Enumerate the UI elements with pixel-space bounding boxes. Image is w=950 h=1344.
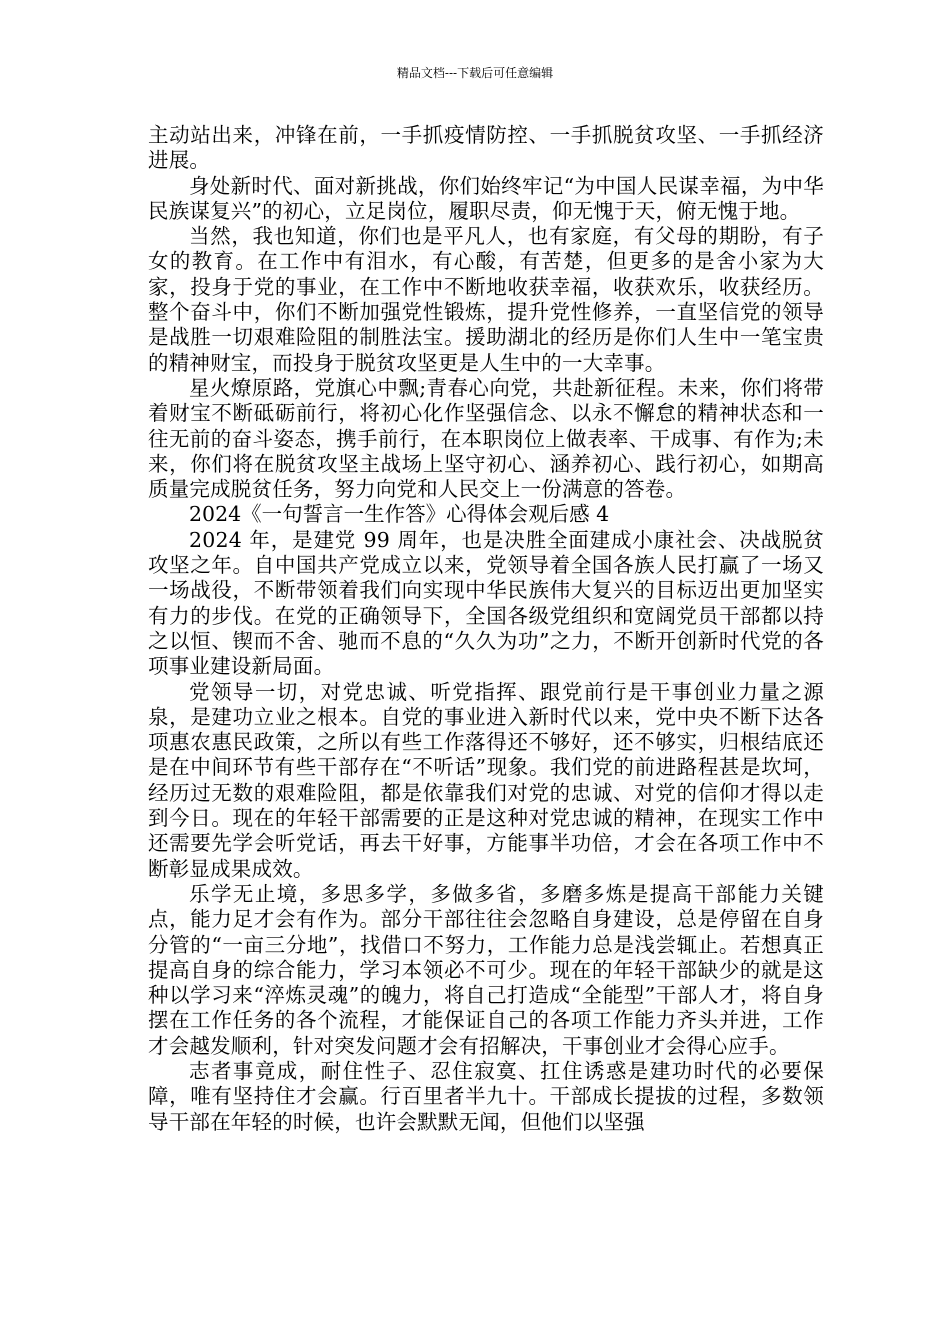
paragraph: 2024 年，是建党 99 周年，也是决胜全面建成小康社会、决战脱贫攻坚之年。自中国共产党成立以来，党领导着全国各族人民打赢了一场又一场战役，不断带领着我们向实现中华民族伟大复兴的目标迈出更加坚实有力的步伐。在党的正确领导下，全国各级党组织和宽阔党员干部都以持之以恒、锲而不舍、驰而不息的“久久为功”之力，不断开创新时代党的各项事业建设新局面。 (148, 527, 824, 679)
section-title: 2024《一句誓言一生作答》心得体会观后感 4 (189, 502, 610, 527)
paragraph: 乐学无止境，多思多学，多做多省，多磨多炼是提高干部能力关键点，能力足才会有作为。部分干部往往会忽略自身建设，总是停留在自身分管的“一亩三分地”，找借口不努力，工作能力总是浅尝辄止。若想真正提高自身的综合能力，学习本领必不可少。现在的年轻干部缺少的就是这种以学习来“淬炼灵魂”的魄力，将自己打造成“全能型”干部人才，将自身摆在工作任务的各个流程，才能保证自己的各项工作能力齐头并进，工作才会越发顺利，针对突发问题才会有招解决，干事创业才会得心应手。 (148, 881, 824, 1058)
paragraph: 主动站出来，冲锋在前，一手抓疫情防控、一手抓脱贫攻坚、一手抓经济进展。 (148, 123, 824, 173)
paragraph: 星火燎原路，党旗心中飘;青春心向党，共赴新征程。未来，你们将带着财宝不断砥砺前行，将初心化作坚强信念、以永不懈怠的精神状态和一往无前的奋斗姿态，携手前行，在本职岗位上做表率、干成事、有作为;未来，你们将在脱贫攻坚主战场上坚守初心、涵养初心、践行初心，如期高质量完成脱贫任务，努力向党和人民交上一份满意的答卷。 (148, 375, 824, 502)
document-body (148, 123, 824, 1135)
paragraph: 当然，我也知道，你们也是平凡人，也有家庭，有父母的期盼，有子女的教育。在工作中有泪水，有心酸，有苦楚，但更多的是舍小家为大家，投身于党的事业，在工作中不断地收获幸福，收获欢乐，收获经历。整个奋斗中，你们不断加强党性锻炼，提升党性修养，一直坚信党的领导是战胜一切艰难险阻的制胜法宝。援助湖北的经历是你们人生中一笔宝贵的精神财宝，而投身于脱贫攻坚更是人生中的一大幸事。 (148, 224, 824, 375)
paragraph: 党领导一切，对党忠诚、听党指挥、跟党前行是干事创业力量之源泉，是建功立业之根本。自党的事业进入新时代以来，党中央不断下达各项惠农惠民政策，之所以有些工作落得还不够好，还不够实，归根结底还是在中间环节有些干部存在“不听话”现象。我们党的前进路程甚是坎坷，经历过无数的艰难险阻，都是依靠我们对党的忠诚、对党的信仰才得以走到今日。现在的年轻干部需要的正是这种对党忠诚的精神，在现实工作中还需要先学会听党话，再去干好事，方能事半功倍，才会在各项工作中不断彰显成果成效。 (148, 679, 824, 881)
paragraph: 身处新时代、面对新挑战，你们始终牢记“为中国人民谋幸福，为中华民族谋复兴”的初心，立足岗位，履职尽责，仰无愧于天，俯无愧于地。 (148, 173, 824, 223)
paragraph: 志者事竟成，耐住性子、忍住寂寞、扛住诱惑是建功时代的必要保障，唯有坚持住才会赢。行百里者半九十。干部成长提拔的过程，多数领导干部在年轻的时候，也许会默默无闻，但他们以坚强 (148, 1058, 824, 1134)
page-header: 精品文档---下载后可任意编辑 (396, 66, 554, 80)
